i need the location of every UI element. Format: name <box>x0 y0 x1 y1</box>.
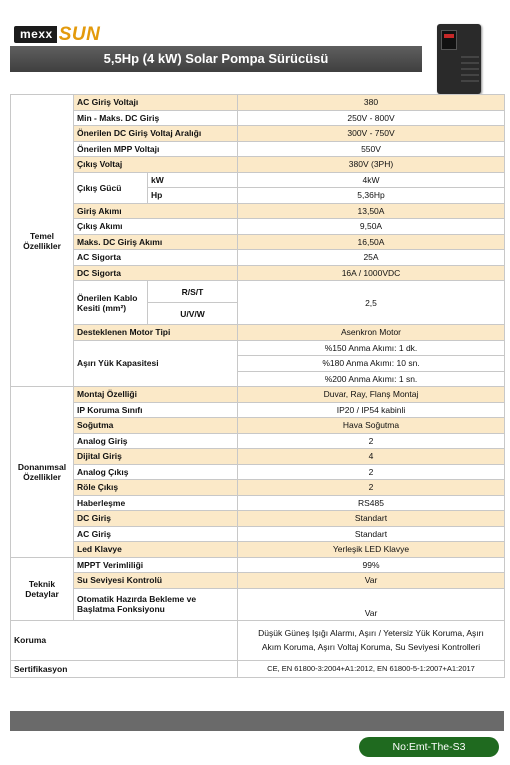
row-label: Led Klavye <box>74 542 238 558</box>
row-label: IP Koruma Sınıfı <box>74 402 238 418</box>
table-row <box>11 480 505 496</box>
row-label: Maks. DC Giriş Akımı <box>74 234 238 250</box>
row-label: Desteklenen Motor Tipi <box>74 325 238 341</box>
table-row <box>11 219 505 235</box>
row-label: Çıkış Voltaj <box>74 157 238 173</box>
row-value: Yerleşik LED Klavye <box>238 542 505 558</box>
sub-label: Hp <box>148 188 238 204</box>
row-value: Duvar, Ray, Flanş Montaj <box>238 387 505 403</box>
table-row <box>11 511 505 527</box>
table-row <box>11 234 505 250</box>
row-label: Çıkış Gücü <box>74 172 148 203</box>
row-value: 16,50A <box>238 234 505 250</box>
row-value: 99% <box>238 557 505 573</box>
row-value: %180 Anma Akımı: 10 sn. <box>238 356 505 372</box>
row-value: 380V (3PH) <box>238 157 505 173</box>
table-row <box>11 495 505 511</box>
table-row <box>11 265 505 281</box>
row-label: Montaj Özelliği <box>74 387 238 403</box>
row-value: 4kW <box>238 172 505 188</box>
table-row <box>11 340 505 356</box>
spec-table <box>10 94 505 678</box>
sub-label: kW <box>148 172 238 188</box>
table-row <box>11 203 505 219</box>
row-value: 2 <box>238 480 505 496</box>
row-value <box>238 620 505 660</box>
table-row <box>11 418 505 434</box>
sub-label: R/S/T <box>148 281 238 303</box>
brand-logo <box>14 26 118 43</box>
row-label: Koruma <box>11 620 238 660</box>
row-value: 2 <box>238 433 505 449</box>
table-row <box>11 557 505 573</box>
table-row <box>11 281 505 303</box>
table-row <box>11 573 505 589</box>
row-label: DC Sigorta <box>74 265 238 281</box>
row-label: Min - Maks. DC Giriş <box>74 110 238 126</box>
table-row <box>11 110 505 126</box>
row-label: Otomatik Hazırda Bekleme ve Başlatma Fonksiyonu <box>74 588 238 620</box>
row-value: 380 <box>238 95 505 111</box>
table-row <box>11 95 505 111</box>
row-value: %150 Anma Akımı: 1 dk. <box>238 340 505 356</box>
row-label: AC Giriş <box>74 526 238 542</box>
row-value: 550V <box>238 141 505 157</box>
table-row <box>11 157 505 173</box>
protection-line-1: Düşük Güneş Işığı Alarmı, Aşırı / Yetersiz Yük Koruma, Aşırı <box>258 628 484 638</box>
row-label: Aşırı Yük Kapasitesi <box>74 340 238 387</box>
row-label: Önerilen MPP Voltajı <box>74 141 238 157</box>
brand-logo-mexx: mexx <box>14 26 57 43</box>
table-row <box>11 433 505 449</box>
row-value: 2,5 <box>238 281 505 325</box>
table-row <box>11 660 505 677</box>
row-value: Var <box>238 588 505 620</box>
group-tech-label: Teknik Detaylar <box>11 557 74 620</box>
row-value: 2 <box>238 464 505 480</box>
row-label: DC Giriş <box>74 511 238 527</box>
row-label: AC Sigorta <box>74 250 238 266</box>
table-row <box>11 126 505 142</box>
drive-device-image <box>437 24 481 94</box>
row-value: 13,50A <box>238 203 505 219</box>
table-row <box>11 402 505 418</box>
group-hardware-label: Donanımsal Özellikler <box>11 387 74 558</box>
footer-bar <box>10 711 504 731</box>
sub-label: U/V/W <box>148 303 238 325</box>
table-row <box>11 250 505 266</box>
row-value: CE, EN 61800-3:2004+A1:2012, EN 61800-5-1:2007+A1:2017 <box>238 660 505 677</box>
row-label: Soğutma <box>74 418 238 434</box>
row-label: Su Seviyesi Kontrolü <box>74 573 238 589</box>
row-value: Asenkron Motor <box>238 325 505 341</box>
row-label: Analog Çıkış <box>74 464 238 480</box>
table-row <box>11 620 505 660</box>
row-value: 9,50A <box>238 219 505 235</box>
table-row <box>11 449 505 465</box>
table-row <box>11 387 505 403</box>
row-value: Hava Soğutma <box>238 418 505 434</box>
row-value: 25A <box>238 250 505 266</box>
group-basic-label: Temel Özellikler <box>11 95 74 387</box>
document-number-badge: No:Emt-The-S3 <box>359 737 499 757</box>
row-value: Standart <box>238 526 505 542</box>
row-value: 5,36Hp <box>238 188 505 204</box>
table-row <box>11 542 505 558</box>
table-row <box>11 141 505 157</box>
row-value: Standart <box>238 511 505 527</box>
row-value: 4 <box>238 449 505 465</box>
row-value: 300V - 750V <box>238 126 505 142</box>
row-label: AC Giriş Voltajı <box>74 95 238 111</box>
row-value: 250V - 800V <box>238 110 505 126</box>
row-label: Röle Çıkış <box>74 480 238 496</box>
row-label: Sertifikasyon <box>11 660 238 677</box>
page-title: 5,5Hp (4 kW) Solar Pompa Sürücüsü <box>10 46 422 72</box>
row-label: Giriş Akımı <box>74 203 238 219</box>
row-label: Önerilen DC Giriş Voltaj Aralığı <box>74 126 238 142</box>
brand-logo-sun: SUN <box>58 24 101 45</box>
row-label: Önerilen Kablo Kesiti (mm²) <box>74 281 148 325</box>
row-label: Haberleşme <box>74 495 238 511</box>
table-row <box>11 172 505 188</box>
row-value: RS485 <box>238 495 505 511</box>
row-label: Çıkış Akımı <box>74 219 238 235</box>
row-value: IP20 / IP54 kabinli <box>238 402 505 418</box>
protection-line-2: Akım Koruma, Aşırı Voltaj Koruma, Su Seviyesi Kontrolleri <box>261 642 481 652</box>
table-row <box>11 325 505 341</box>
row-label: Dijital Giriş <box>74 449 238 465</box>
table-row <box>11 588 505 620</box>
row-label: Analog Giriş <box>74 433 238 449</box>
row-label: MPPT Verimliliği <box>74 557 238 573</box>
table-row <box>11 526 505 542</box>
row-value: Var <box>238 573 505 589</box>
row-value: %200 Anma Akımı: 1 sn. <box>238 371 505 387</box>
table-row <box>11 464 505 480</box>
row-value: 16A / 1000VDC <box>238 265 505 281</box>
